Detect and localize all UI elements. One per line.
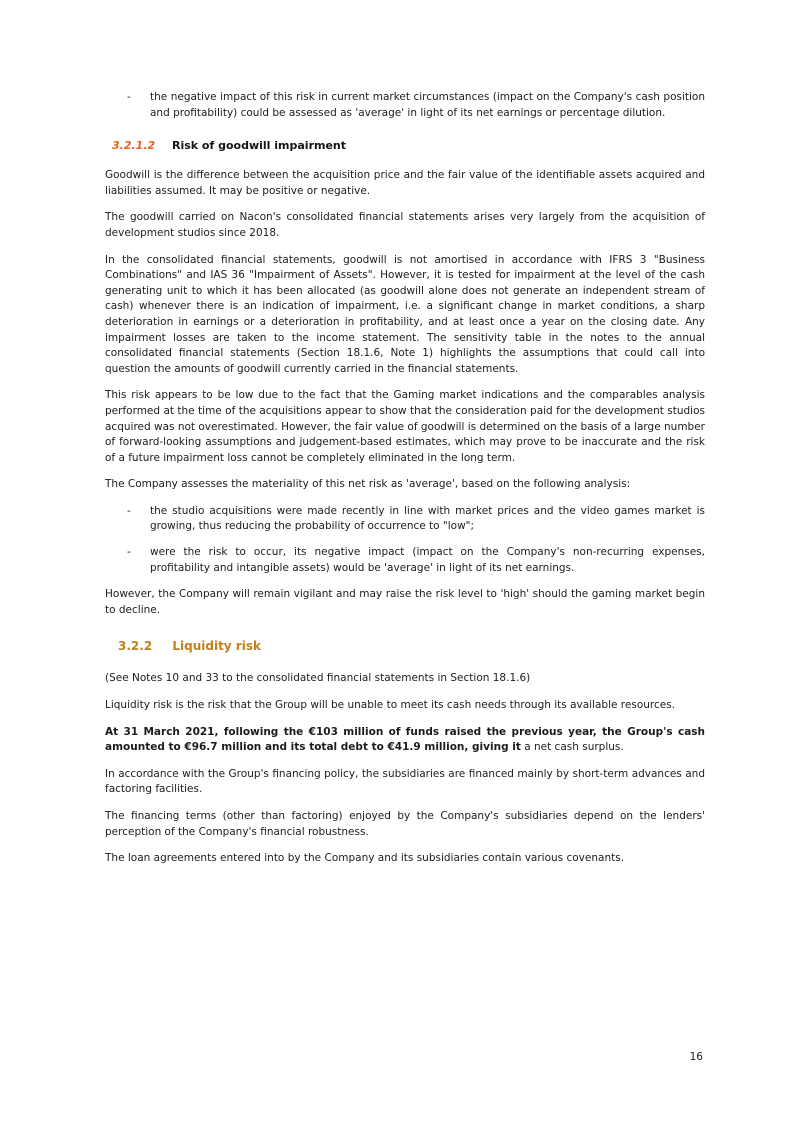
carryover-bullet-list [105,90,705,121]
section-heading-liquidity [118,638,705,654]
bullet-text: the negative impact of this risk in current market circumstances (impact on the Company's cash position and profitability) could be assessed as 'average' in light of its net earnings or percentage dilution. [150,91,705,119]
paragraph: Goodwill is the difference between the acquisition price and the fair value of the identifiable assets acquired and liabilities assumed. It may be positive or negative. [105,169,705,197]
list-item [105,504,705,535]
paragraph: Liquidity risk is the risk that the Group will be unable to meet its cash needs through its available resources. [105,699,676,712]
paragraph: The financing terms (other than factoring) enjoyed by the Company's subsidiaries depend on the lenders' perception of the Company's financial robustness. [105,810,705,838]
bullet-dash: - [127,546,131,559]
section-heading-goodwill [112,138,705,153]
section-number: 3.2.1.2 [112,139,156,153]
highlight-regular-text: a net cash surplus. [520,741,624,754]
paragraph: In accordance with the Group's financing policy, the subsidiaries are financed mainly by short-term advances and factoring facilities. [105,767,705,796]
assessment-bullet-list [105,504,705,576]
list-item [105,90,705,121]
list-item [105,545,705,576]
assessment-intro: The Company assesses the materiality of this net risk as 'average', based on the following analysis: [105,478,631,491]
section-title: Liquidity risk [172,639,261,654]
bullet-text: the studio acquisitions were made recently in line with market prices and the video games market is growing, thus reducing the probability of occurrence to "low"; [150,504,705,533]
paragraph: In the consolidated financial statements, goodwill is not amortised in accordance with IFRS 3 "Business Combinations" and IAS 36 "Impairment of Assets". However, it is tested for impairment at the level of the cash generating unit to which it has been allocated (as goodwill alone does not generate an independent stream of cash) whenever there is an indication of impairment, i.e. a significant change in market conditions, a sharp deterioration in earnings or a deterioration in profitability, and at least once a year on the closing date. Any impairment losses are taken to the income statement. The sensitivity table in the notes to the annual consolidated financial statements (Section 18.1.6, Note 1) highlights the assumptions that could call into question the amounts of goodwill currently carried in the financial statements. [105,253,705,375]
closing-paragraph: However, the Company will remain vigilant and may raise the risk level to 'high' should the gaming market begin to decline. [105,588,705,616]
section-number: 3.2.2 [118,639,153,654]
bullet-dash: - [127,91,131,103]
paragraph: The goodwill carried on Nacon's consolidated financial statements arises very largely from the acquisition of development studios since 2018. [105,211,705,239]
paragraph: This risk appears to be low due to the fact that the Gaming market indications and the comparables analysis performed at the time of the acquisitions appear to show that the consideration paid for the development studios acquired was not overestimated. However, the fair value of goodwill is determined on the basis of a large number of forward-looking assumptions and judgement-based estimates, which may prove to be inaccurate and the risk of a future impairment loss cannot be completely eliminated in the long term. [105,389,705,464]
bullet-dash: - [127,504,131,517]
page-content [105,88,705,878]
see-note: (See Notes 10 and 33 to the consolidated financial statements in Section 18.1.6) [105,672,531,685]
paragraph: The loan agreements entered into by the Company and its subsidiaries contain various covenants. [105,852,625,865]
page-number: 16 [689,1051,703,1063]
highlight-bold-text: At 31 March 2021, following the €103 million of funds raised the previous year, the Group's cash amounted to €96.7 million and its total debt to €41.9 million, giving it [105,725,705,754]
section-title: Risk of goodwill impairment [172,139,347,153]
highlight-paragraph [105,725,705,756]
bullet-text: were the risk to occur, its negative impact (impact on the Company's non-recurring expenses, profitability and intangible assets) would be 'average' in light of its net earnings. [150,546,705,574]
